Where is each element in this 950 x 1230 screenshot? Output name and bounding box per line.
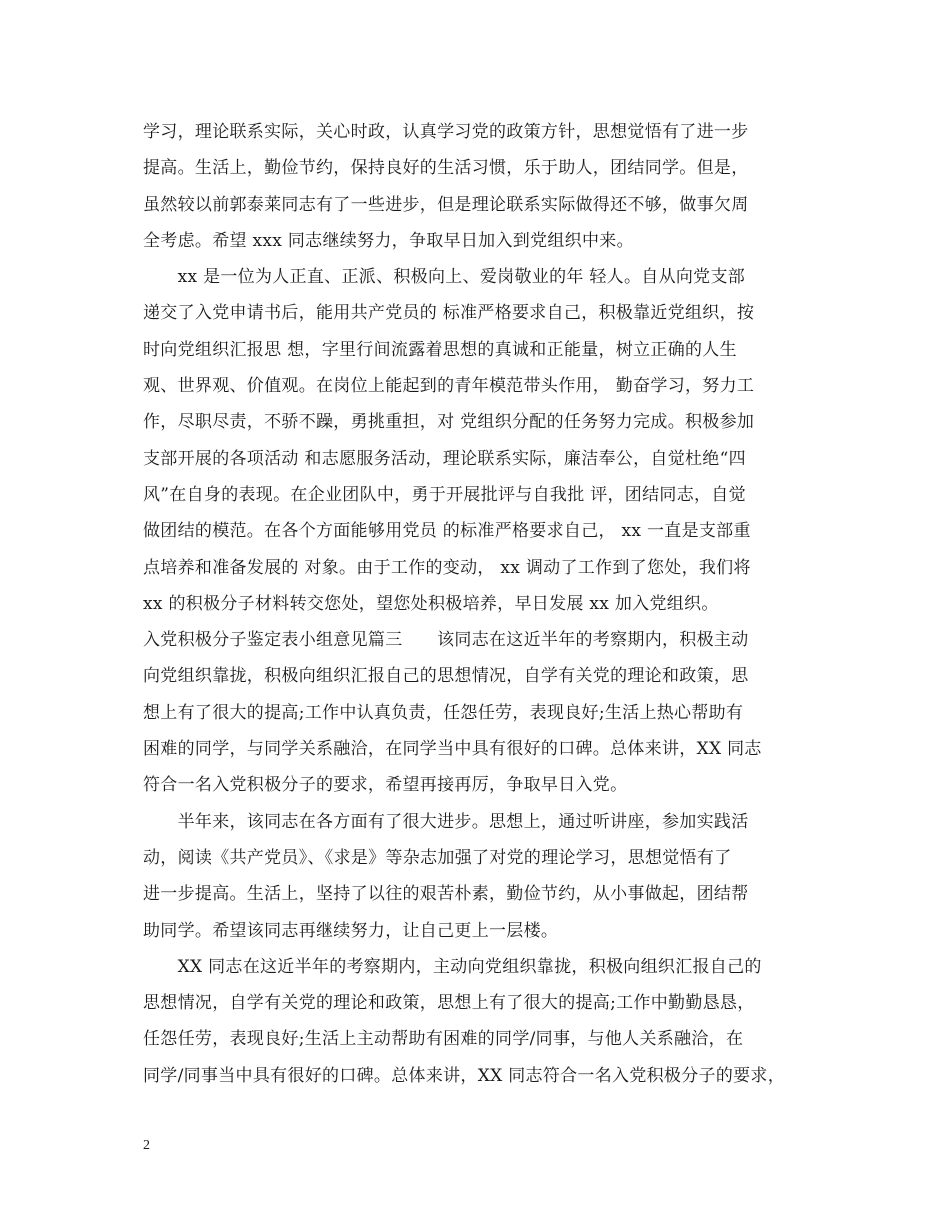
page-number: 2 (143, 1138, 150, 1153)
text-line: XX 同志在这近半年的考察期内，主动向党组织靠拢，积极向组织汇报自己的 (143, 956, 762, 977)
text-line: 全考虑。希望 xxx 同志继续努力，争取早日加入到党组织中来。 (143, 230, 634, 251)
text-line: 半年来，该同志在各方面有了很大进步。思想上，通过听讲座，参加实践活 (143, 811, 749, 832)
text-line: 困难的同学，与同学关系融洽，在同学当中具有很好的口碑。总体来讲，XX 同志 (143, 739, 762, 760)
text-line: 风”在自身的表现。在企业团队中，勇于开展批评与自我批 评，团结同志，自觉 (143, 484, 746, 505)
text-line: 支部开展的各项活动 和志愿服务活动，理论联系实际，廉洁奉公，自觉杜绝“四 (143, 448, 746, 469)
text-line: 观、世界观、价值观。在岗位上能起到的青年模范带头作用， 勤奋学习，努力工 (143, 376, 755, 397)
text-line: 想上有了很大的提高;工作中认真负责，任怨任劳，表现良好;生活上热心帮助有 (143, 702, 744, 723)
text-line: xx 是一位为人正直、正派、积极向上、爱岗敬业的年 轻人。自从向党支部 (143, 267, 746, 288)
text-line: 向党组织靠拢，积极向组织汇报自己的思想情况，自学有关党的理论和政策，思 (143, 666, 749, 687)
text-line: 虽然较以前郭泰莱同志有了一些进步，但是理论联系实际做得还不够，做事欠周 (143, 194, 749, 215)
text-line: 动，阅读《共产党员》、《求是》等杂志加强了对党的理论学习，思想觉悟有了 (143, 847, 732, 868)
section-heading-line: 入党积极分子鉴定表小组意见篇三 该同志在这近半年的考察期内，积极主动 (143, 630, 749, 651)
text-line: 提高。生活上，勤俭节约，保持良好的生活习惯，乐于助人，团结同学。但是， (143, 158, 749, 179)
text-line: 点培养和准备发展的 对象。由于工作的变动， xx 调动了工作到了您处，我们将 (143, 557, 751, 578)
text-line: 进一步提高。生活上，坚持了以往的艰苦朴素，勤俭节约，从小事做起，团结帮 (143, 884, 749, 905)
text-line: 时向党组织汇报思 想，字里行间流露着思想的真诚和正能量，树立正确的人生 (143, 339, 737, 360)
text-line: 助同学。希望该同志再继续努力，让自己更上一层楼。 (143, 920, 559, 941)
text-line: 学习，理论联系实际，关心时政，认真学习党的政策方针，思想觉悟有了进一步 (143, 122, 749, 142)
document-body (143, 114, 823, 1094)
text-line: 思想情况，自学有关党的理论和政策，思想上有了很大的提高;工作中勤勤恳恳， (143, 993, 755, 1014)
text-line: 作，尽职尽责，不骄不躁，勇挑重担，对 党组织分配的任务努力完成。积极参加 (143, 412, 755, 433)
text-line: 符合一名入党积极分子的要求，希望再接再厉，争取早日入党。 (143, 775, 628, 796)
text-line: 任怨任劳，表现良好;生活上主动帮助有困难的同学/同事，与他人关系融洽，在 (143, 1029, 744, 1050)
text-line: 做团结的模范。在各个方面能够用党员 的标准严格要求自己， xx 一直是支部重 (143, 521, 751, 542)
text-line: 递交了入党申请书后，能用共产党员的 标准严格要求自己，积极靠近党组织，按 (143, 303, 755, 324)
text-line: 同学/同事当中具有很好的口碑。总体来讲，XX 同志符合一名入党积极分子的要求， (143, 1065, 786, 1086)
text-line: xx 的积极分子材料转交您处，望您处积极培养，早日发展 xx 加入党组织。 (143, 593, 719, 614)
